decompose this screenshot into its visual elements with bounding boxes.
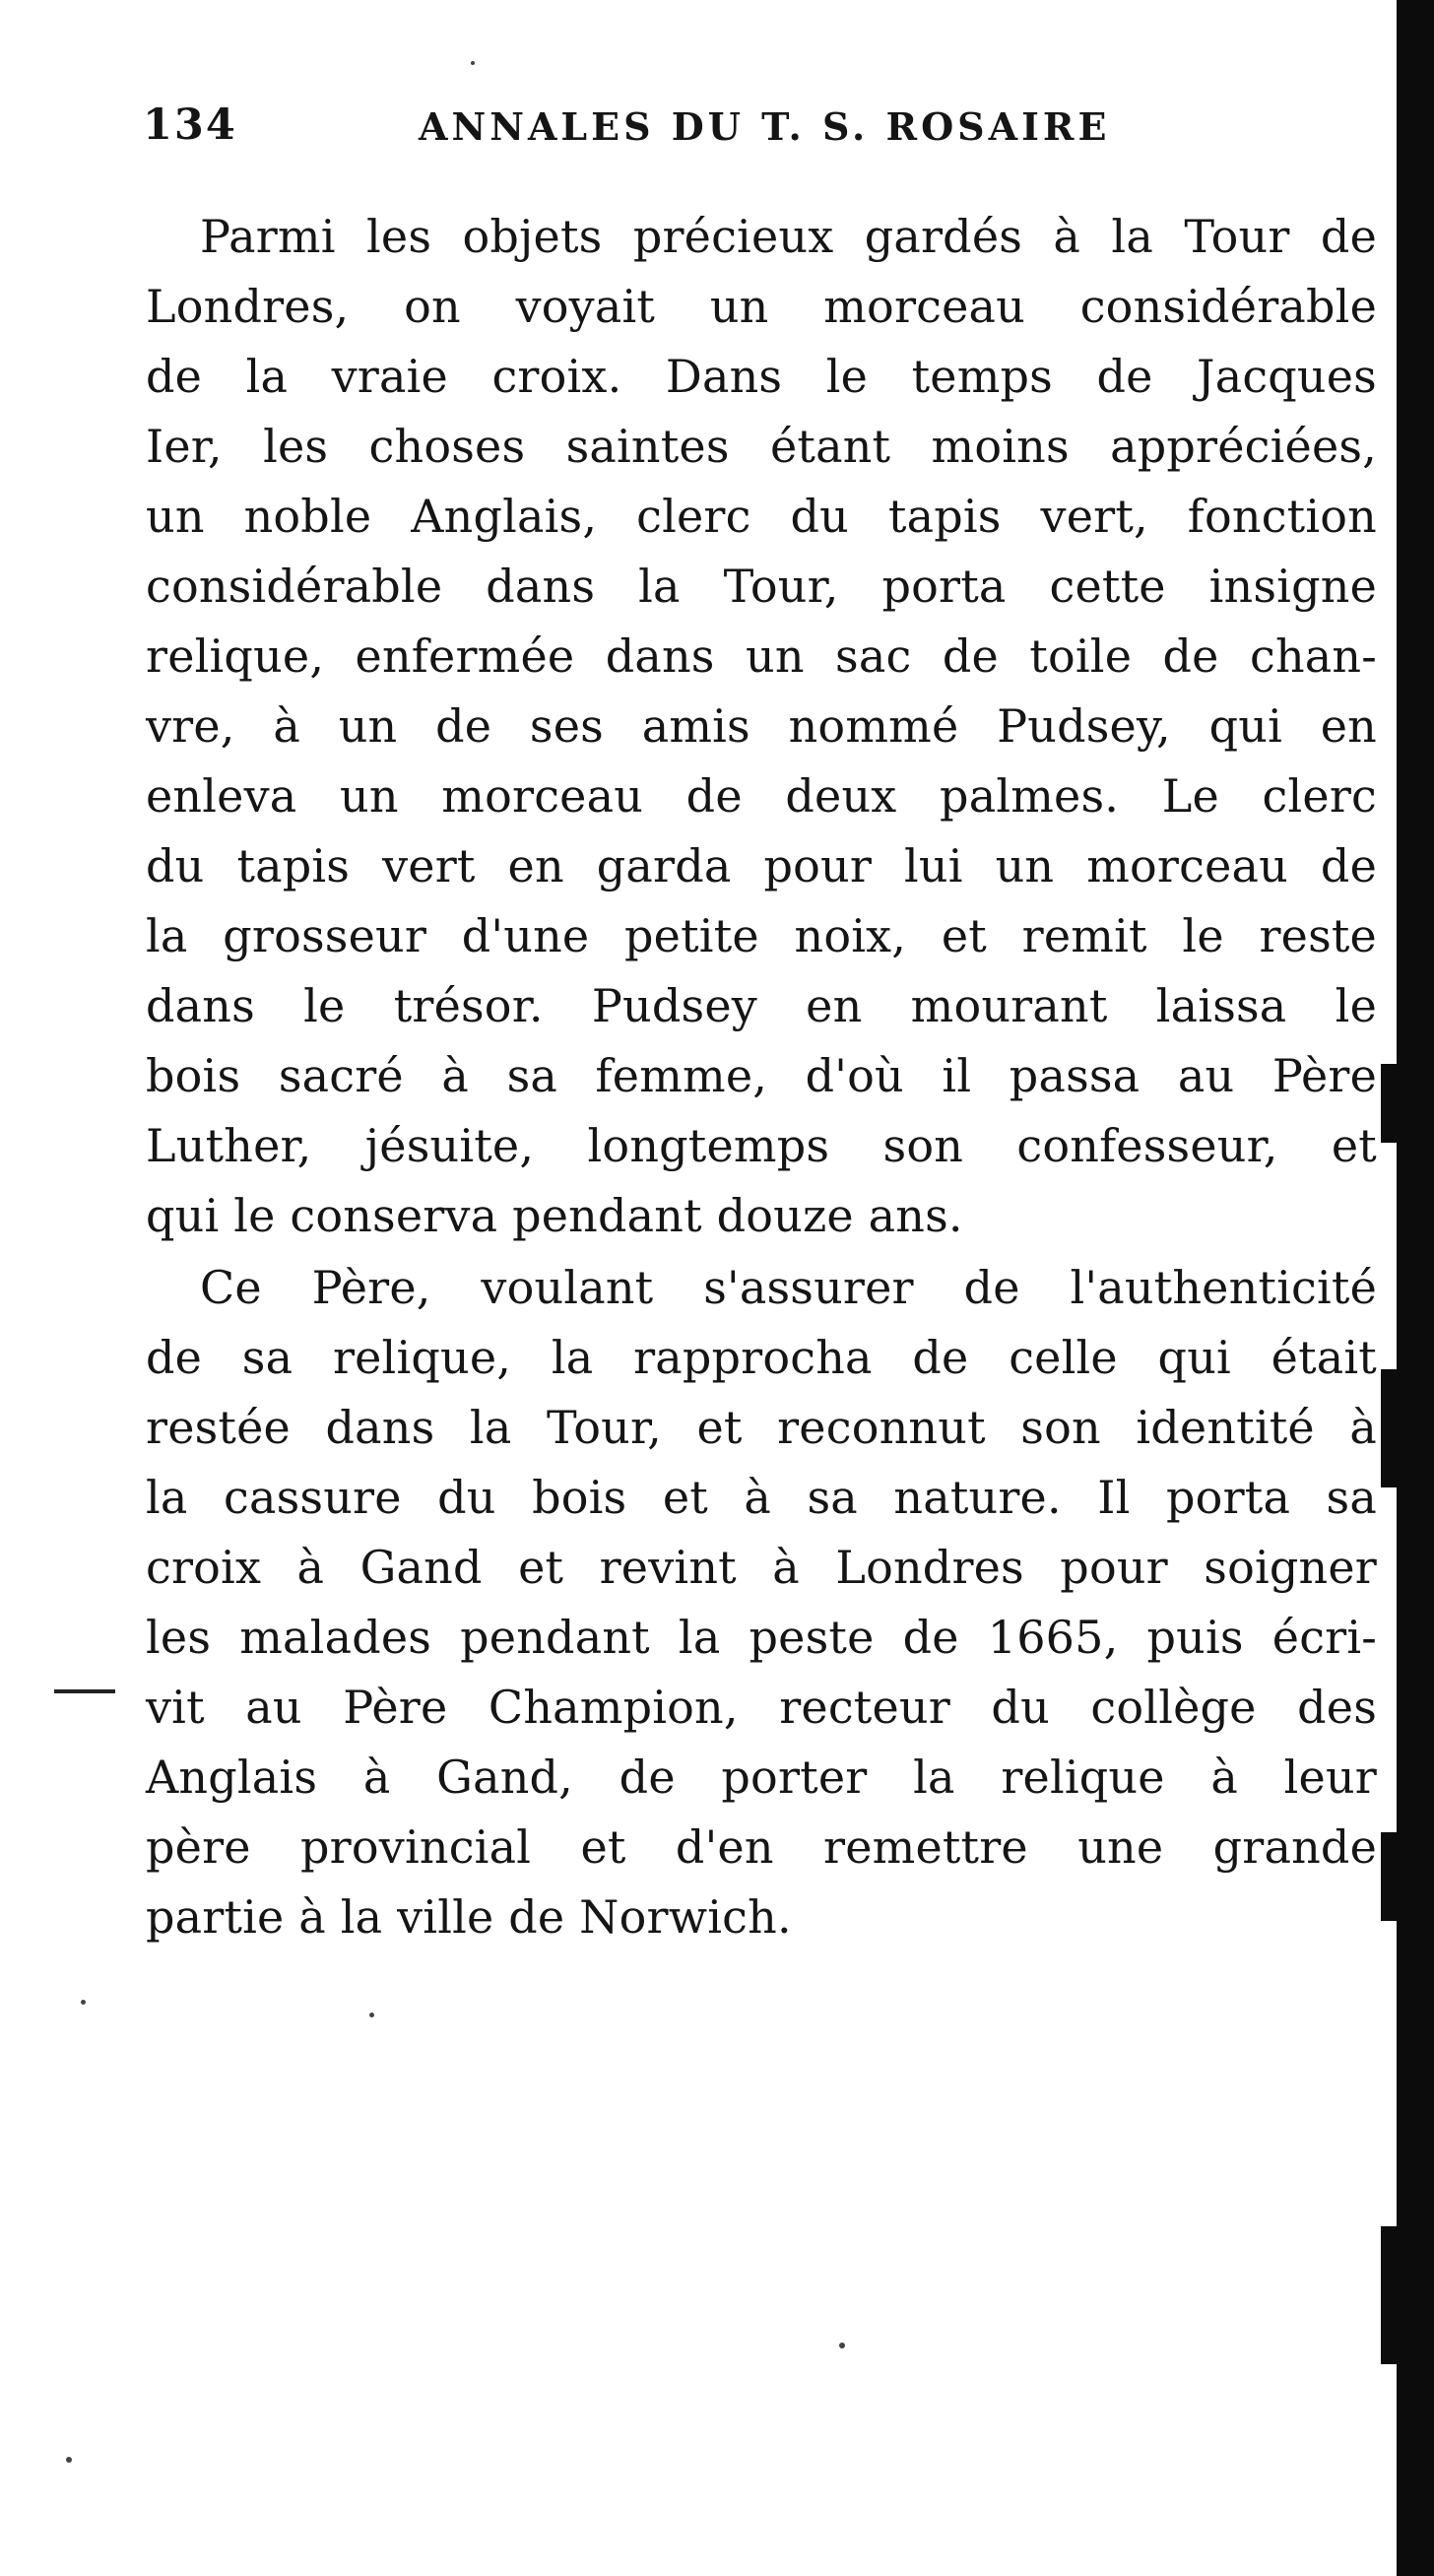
page-number: 134 bbox=[143, 100, 237, 150]
text-line: dans le trésor. Pudsey en mourant laissa le bbox=[146, 979, 1377, 1032]
text-line: Anglais à Gand, de porter la relique à leur bbox=[146, 1750, 1377, 1804]
text-line: vre, à un de ses amis nommé Pudsey, qui en bbox=[146, 699, 1377, 753]
text-line: Ier, les choses saintes étant moins appréciées, bbox=[146, 420, 1377, 473]
text-line: croix à Gand et revint à Londres pour soigner bbox=[146, 1541, 1377, 1594]
text-line: bois sacré à sa femme, d'où il passa au Père bbox=[146, 1049, 1377, 1102]
text-line: la cassure du bois et à sa nature. Il porta sa bbox=[146, 1471, 1377, 1524]
text-line: la grosseur d'une petite noix, et remit le reste bbox=[146, 909, 1377, 962]
binding-fragment bbox=[1381, 1369, 1399, 1487]
page-header bbox=[143, 100, 1111, 169]
text-line: qui le conserva pendant douze ans. bbox=[146, 1189, 963, 1242]
margin-mark bbox=[54, 1689, 115, 1693]
text-line: considérable dans la Tour, porta cette insigne bbox=[146, 560, 1377, 613]
text-line: Londres, on voyait un morceau considérable bbox=[146, 280, 1377, 333]
print-speck bbox=[369, 2013, 374, 2017]
print-speck bbox=[81, 2000, 86, 2005]
text-line: Ce Père, voulant s'assurer de l'authenticité bbox=[200, 1261, 1377, 1314]
running-title: ANNALES DU T. S. ROSAIRE bbox=[419, 104, 1111, 149]
text-line: vit au Père Champion, recteur du collège des bbox=[146, 1681, 1377, 1734]
text-line: un noble Anglais, clerc du tapis vert, fonction bbox=[146, 490, 1377, 543]
print-speck bbox=[839, 2343, 845, 2348]
text-line: du tapis vert en garda pour lui un morceau de bbox=[146, 839, 1377, 892]
binding-fragment bbox=[1381, 1832, 1399, 1921]
text-line: père provincial et d'en remettre une grande bbox=[146, 1820, 1377, 1874]
text-line: de sa relique, la rapprocha de celle qui était bbox=[146, 1331, 1377, 1384]
text-line: Luther, jésuite, longtemps son confesseur, et bbox=[146, 1119, 1377, 1172]
text-line: enleva un morceau de deux palmes. Le clerc bbox=[146, 769, 1377, 823]
text-line: relique, enfermée dans un sac de toile de chan- bbox=[146, 629, 1377, 683]
binding-fragment bbox=[1381, 2226, 1399, 2364]
text-line: les malades pendant la peste de 1665, puis écri- bbox=[146, 1611, 1377, 1664]
text-line: Parmi les objets précieux gardés à la Tour de bbox=[200, 210, 1377, 263]
body-text bbox=[146, 202, 1377, 1952]
text-line: restée dans la Tour, et reconnut son identité à bbox=[146, 1401, 1377, 1454]
text-line: de la vraie croix. Dans le temps de Jacques bbox=[146, 350, 1377, 403]
binding-edge bbox=[1397, 0, 1434, 2576]
text-line: partie à la ville de Norwich. bbox=[146, 1890, 792, 1944]
print-speck bbox=[471, 61, 475, 65]
binding-fragment bbox=[1381, 1064, 1399, 1143]
print-speck bbox=[66, 2457, 72, 2463]
